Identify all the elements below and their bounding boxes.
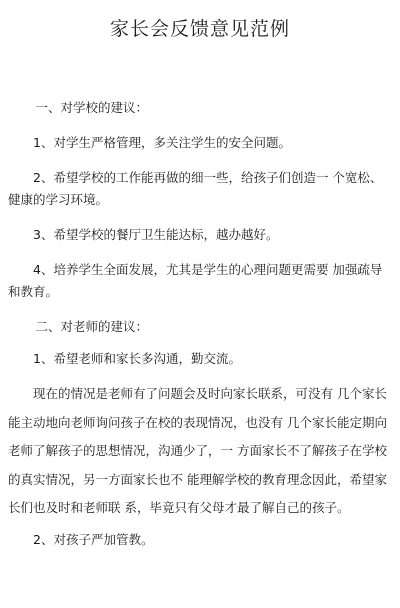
section-heading-teacher: 二、对老师的建议： xyxy=(35,319,149,334)
paragraph-school-1: 1、对学生严格管理，多关注学生的安全问题。 xyxy=(33,135,291,150)
document-body xyxy=(8,97,394,564)
paragraph-school-2: 2、希望学校的工作能再做的细一些，给孩子们创造一 个宽松、健康的学习环境。 xyxy=(8,170,383,207)
paragraph-teacher-2: 2、对孩子严加管教。 xyxy=(33,531,154,547)
paragraph-school-3: 3、希望学校的餐厅卫生能达标，越办越好。 xyxy=(33,227,279,242)
paragraph-teacher-1: 1、希望老师和家长多沟通，勤交流。 xyxy=(33,351,241,366)
paragraph-teacher-explanation: 现在的情况是老师有了问题会及时向家长联系，可没有 几个家长能主动地向老师询问孩子在校的表现情况，也没有 几个家长能定期向老师了解孩子的思想情况，沟通少了，一 方面家长不了解孩子在学校的真实情况，另一方面家长也不 能理解学校的教育理念因此，希望家长们也及时和老师联 系，毕竟只有父母才最了解自己的孩子。 xyxy=(8,386,387,515)
document-title: 家长会反馈意见范例 xyxy=(109,18,290,40)
paragraph-school-4: 4、培养学生全面发展，尤其是学生的心理问题更需要 加强疏导和教育。 xyxy=(8,262,383,299)
section-heading-school: 一、对学校的建议： xyxy=(35,100,149,115)
